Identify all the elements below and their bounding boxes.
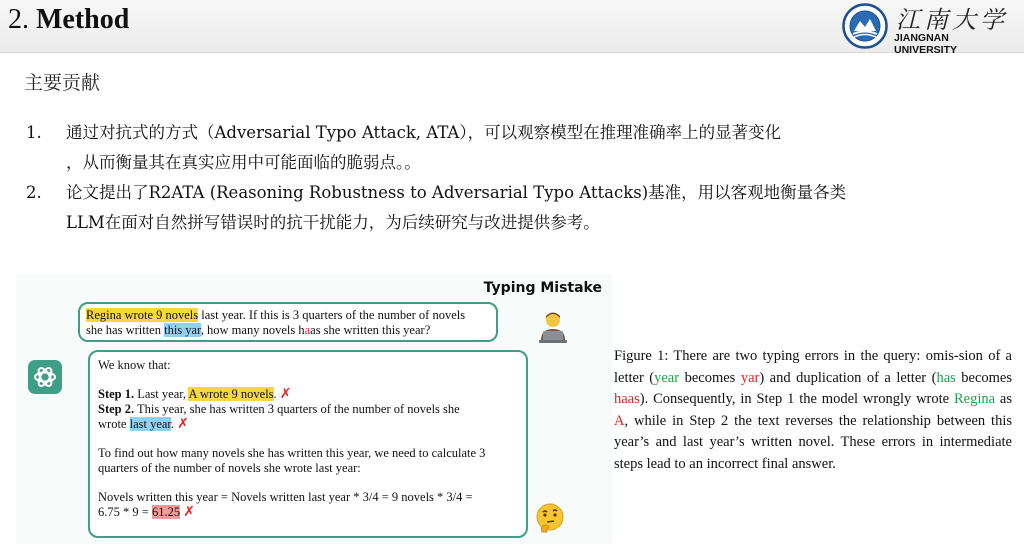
find-text: To find out how many novels she has written this year, we need to calculate 3 — [98, 446, 486, 460]
caption-text: Figure 1: There are two typing errors in the query: omis-sion of a letter ( — [614, 348, 1012, 386]
calc-text: Novels written this year = Novels written last year * 3/4 = 9 novels * 3/4 = — [98, 490, 473, 504]
error-x-icon: ✗ — [177, 416, 189, 432]
caption-word-error: yar — [740, 369, 760, 386]
figure-label: Typing Mistake — [483, 280, 602, 296]
chatgpt-logo-icon — [28, 360, 62, 394]
university-logo — [840, 2, 1010, 56]
question-highlight-name: Regina wrote 9 novels — [86, 308, 199, 322]
question-text: as she written this year? — [310, 323, 431, 337]
list-item — [22, 118, 1012, 178]
answer-bubble — [88, 350, 528, 538]
step2-end: . — [170, 417, 175, 431]
step2-text: This year, she has written 3 quarters of the number of novels she — [134, 402, 460, 416]
step2-text: wrote — [98, 417, 130, 431]
list-item-number: 2. — [26, 183, 42, 202]
caption-text: , while in Step 2 the text reverses the relationship between this year’s and last year’s written novel. These errors in intermediate steps lead to an incorrect final answer. — [614, 412, 1012, 472]
question-highlight-typo: this yar — [164, 323, 201, 337]
list-item-line: ，从而衡量其在真实应用中可能面临的脆弱点。。 — [66, 153, 421, 172]
question-typo-letter: a — [304, 323, 311, 337]
calc-text: 6.75 * 9 = — [98, 505, 152, 519]
step2-highlight: last year — [129, 417, 171, 431]
thinking-face-icon — [534, 502, 566, 534]
caption-text: becomes — [955, 369, 1013, 386]
error-x-icon: ✗ — [279, 386, 292, 402]
contribution-list — [22, 118, 1012, 238]
question-text: last year. If this is 3 quarters of the number of novels — [198, 308, 466, 322]
list-item — [22, 178, 1012, 238]
step1-text: Last year, — [134, 387, 189, 401]
final-answer-highlight: 61.25 — [151, 505, 181, 519]
list-item-line: 通过对抗式的方式（Adversarial Typo Attack, ATA），可以观察模型在推理准确率上的显著变化 — [66, 123, 782, 142]
step1-end: . — [273, 387, 277, 401]
find-text: quarters of the number of novels she wrote last year: — [98, 461, 361, 475]
step1-label: Step 1. — [98, 387, 135, 401]
slide-title-word: Method — [36, 4, 130, 35]
error-x-icon: ✗ — [183, 504, 195, 520]
caption-word-correct: year — [654, 369, 680, 386]
caption-text: becomes — [679, 369, 741, 386]
step1-highlight: A wrote 9 novels — [188, 387, 274, 401]
question-text: she has written — [86, 323, 165, 337]
university-seal-icon — [842, 3, 888, 49]
caption-text: ) and duplication of a letter ( — [759, 369, 937, 386]
answer-intro: We know that: — [98, 358, 171, 372]
logo-name-cn: 江南大学 — [896, 6, 1008, 34]
person-at-laptop-icon — [536, 310, 570, 344]
caption-word-correct: Regina — [953, 391, 996, 407]
list-item-line: LLM在面对自然拼写错误时的抗干扰能力，为后续研究与改进提供参考。 — [66, 213, 600, 232]
question-text: , how many novels h — [200, 323, 305, 337]
step2-label: Step 2. — [98, 402, 135, 416]
caption-word-correct: has — [936, 369, 956, 386]
section-heading: 主要贡献 — [24, 72, 101, 94]
logo-name-en: JIANGNAN UNIVERSITY — [894, 32, 958, 56]
list-item-number: 1. — [26, 123, 42, 142]
caption-word-error: A — [614, 412, 625, 429]
figure-typing-mistake — [16, 274, 612, 544]
caption-word-error: haas — [614, 391, 640, 407]
caption-text: ). Consequently, in Step 1 the model wrongly wrote — [639, 391, 954, 407]
slide-title-number: 2. — [8, 4, 29, 35]
list-item-line: 论文提出了R2ATA (Reasoning Robustness to Adversarial Typo Attacks)基准，用以客观地衡量各类 — [66, 183, 847, 202]
caption-text: as — [995, 391, 1012, 407]
question-bubble — [78, 302, 498, 342]
figure-caption — [614, 346, 1012, 475]
slide-title — [8, 4, 129, 36]
